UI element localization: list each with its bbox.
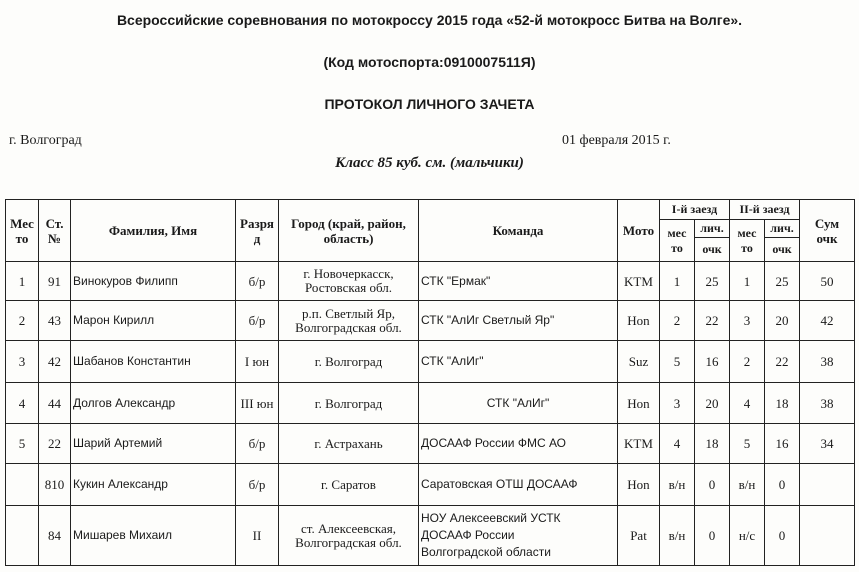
class-title: Класс 85 куб. см. (мальчики) [335, 155, 524, 171]
race1-points-cell: 16 [695, 341, 730, 383]
team-cell: СТК "АлИг" [419, 383, 618, 424]
name-cell: Мишарев Михаил [71, 506, 236, 566]
number-cell: 43 [39, 301, 71, 341]
name-cell: Кукин Александр [71, 464, 236, 506]
city-cell: г. Астрахань [279, 424, 419, 464]
number-cell: 810 [39, 464, 71, 506]
race2-points-header: очк [765, 238, 800, 262]
col-place-header: Мес то [6, 200, 39, 262]
venue-city: г. Волгоград [9, 133, 82, 148]
moto-cell: KTM [618, 262, 660, 301]
team-cell: СТК "АлИг Светлый Яр" [419, 301, 618, 341]
rank-cell: б/р [236, 424, 279, 464]
race1-points-cell: 0 [695, 506, 730, 566]
race2-place-cell: 1 [730, 262, 765, 301]
race1-place-cell: в/н [660, 464, 695, 506]
name-cell: Марон Кирилл [71, 301, 236, 341]
city-cell: ст. Алексеевская, Волгоградская обл. [279, 506, 419, 566]
race1-place-cell: 5 [660, 341, 695, 383]
race2-points-cell: 16 [765, 424, 800, 464]
team-cell: НОУ Алексеевский УСТК ДОСААФ России Волгоградской области [419, 506, 618, 566]
sum-cell: 50 [800, 262, 855, 301]
number-cell: 42 [39, 341, 71, 383]
moto-cell: KTM [618, 424, 660, 464]
event-date: 01 февраля 2015 г. [562, 133, 671, 148]
race2-place-header: мес то [730, 220, 765, 262]
moto-cell: Hon [618, 383, 660, 424]
place-cell [6, 464, 39, 506]
race2-place-cell: 2 [730, 341, 765, 383]
race1-points-cell: 20 [695, 383, 730, 424]
race1-place-cell: 2 [660, 301, 695, 341]
race1-points-cell: 25 [695, 262, 730, 301]
place-cell [6, 506, 39, 566]
number-cell: 22 [39, 424, 71, 464]
sum-cell [800, 506, 855, 566]
sum-cell: 38 [800, 341, 855, 383]
number-cell: 84 [39, 506, 71, 566]
race2-points-cell: 25 [765, 262, 800, 301]
moto-cell: Suz [618, 341, 660, 383]
sum-cell: 42 [800, 301, 855, 341]
moto-cell: Hon [618, 301, 660, 341]
col-moto-header: Мото [618, 200, 660, 262]
race1-points-cell: 18 [695, 424, 730, 464]
rank-cell: б/р [236, 262, 279, 301]
race1-place-header: мес то [660, 220, 695, 262]
city-cell: г. Волгоград [279, 341, 419, 383]
col-sum-header: Сум очк [800, 200, 855, 262]
rank-cell: III юн [236, 383, 279, 424]
race2-points-cell: 22 [765, 341, 800, 383]
rank-cell: б/р [236, 301, 279, 341]
race2-points-cell: 20 [765, 301, 800, 341]
table-row [6, 506, 855, 566]
race1-place-cell: 1 [660, 262, 695, 301]
place-cell: 3 [6, 341, 39, 383]
col-rank-header: Разря д [236, 200, 279, 262]
rank-cell: I юн [236, 341, 279, 383]
sport-code: (Код мотоспорта:0910007511Я) [323, 54, 536, 70]
race1-lich-header: лич. [695, 220, 730, 238]
city-cell: г. Волгоград [279, 383, 419, 424]
name-cell: Шарий Артемий [71, 424, 236, 464]
race2-place-cell: 3 [730, 301, 765, 341]
race2-points-cell: 0 [765, 464, 800, 506]
number-cell: 91 [39, 262, 71, 301]
city-cell: р.п. Светлый Яр, Волгоградская обл. [279, 301, 419, 341]
competition-title: Всероссийские соревнования по мотокроссу 2015 года «52-й мотокросс Битва на Волге». [116, 12, 743, 28]
place-cell: 4 [6, 383, 39, 424]
place-cell: 5 [6, 424, 39, 464]
number-cell: 44 [39, 383, 71, 424]
table-row [6, 424, 855, 464]
race1-points-header: очк [695, 238, 730, 262]
table-row [6, 383, 855, 424]
team-cell: Саратовская ОТШ ДОСААФ [419, 464, 618, 506]
race1-place-cell: 4 [660, 424, 695, 464]
moto-cell: Hon [618, 464, 660, 506]
table-row [6, 262, 855, 301]
table-row [6, 341, 855, 383]
results-table [5, 199, 855, 566]
col-number-header: Ст. № [39, 200, 71, 262]
place-cell: 2 [6, 301, 39, 341]
name-cell: Шабанов Константин [71, 341, 236, 383]
race2-header: II-й заезд [730, 200, 800, 220]
race2-lich-header: лич. [765, 220, 800, 238]
moto-cell: Pat [618, 506, 660, 566]
race1-header: I-й заезд [660, 200, 730, 220]
race1-points-cell: 22 [695, 301, 730, 341]
sum-cell: 34 [800, 424, 855, 464]
table-row [6, 464, 855, 506]
place-cell: 1 [6, 262, 39, 301]
sum-cell [800, 464, 855, 506]
col-name-header: Фамилия, Имя [71, 200, 236, 262]
rank-cell: II [236, 506, 279, 566]
race2-place-cell: в/н [730, 464, 765, 506]
protocol-title: ПРОТОКОЛ ЛИЧНОГО ЗАЧЕТА [324, 96, 535, 112]
name-cell: Винокуров Филипп [71, 262, 236, 301]
team-cell: СТК "Ермак" [419, 262, 618, 301]
name-cell: Долгов Александр [71, 383, 236, 424]
city-cell: г. Саратов [279, 464, 419, 506]
city-cell: г. Новочеркасск, Ростовская обл. [279, 262, 419, 301]
sum-cell: 38 [800, 383, 855, 424]
race2-points-cell: 0 [765, 506, 800, 566]
col-city-header: Город (край, район, область) [279, 200, 419, 262]
race2-place-cell: 5 [730, 424, 765, 464]
race1-place-cell: в/н [660, 506, 695, 566]
col-team-header: Команда [419, 200, 618, 262]
rank-cell: б/р [236, 464, 279, 506]
race2-points-cell: 18 [765, 383, 800, 424]
team-cell: ДОСААФ России ФМС АО [419, 424, 618, 464]
team-cell: СТК "АлИг" [419, 341, 618, 383]
race1-points-cell: 0 [695, 464, 730, 506]
race2-place-cell: н/с [730, 506, 765, 566]
race1-place-cell: 3 [660, 383, 695, 424]
race2-place-cell: 4 [730, 383, 765, 424]
table-row [6, 301, 855, 341]
